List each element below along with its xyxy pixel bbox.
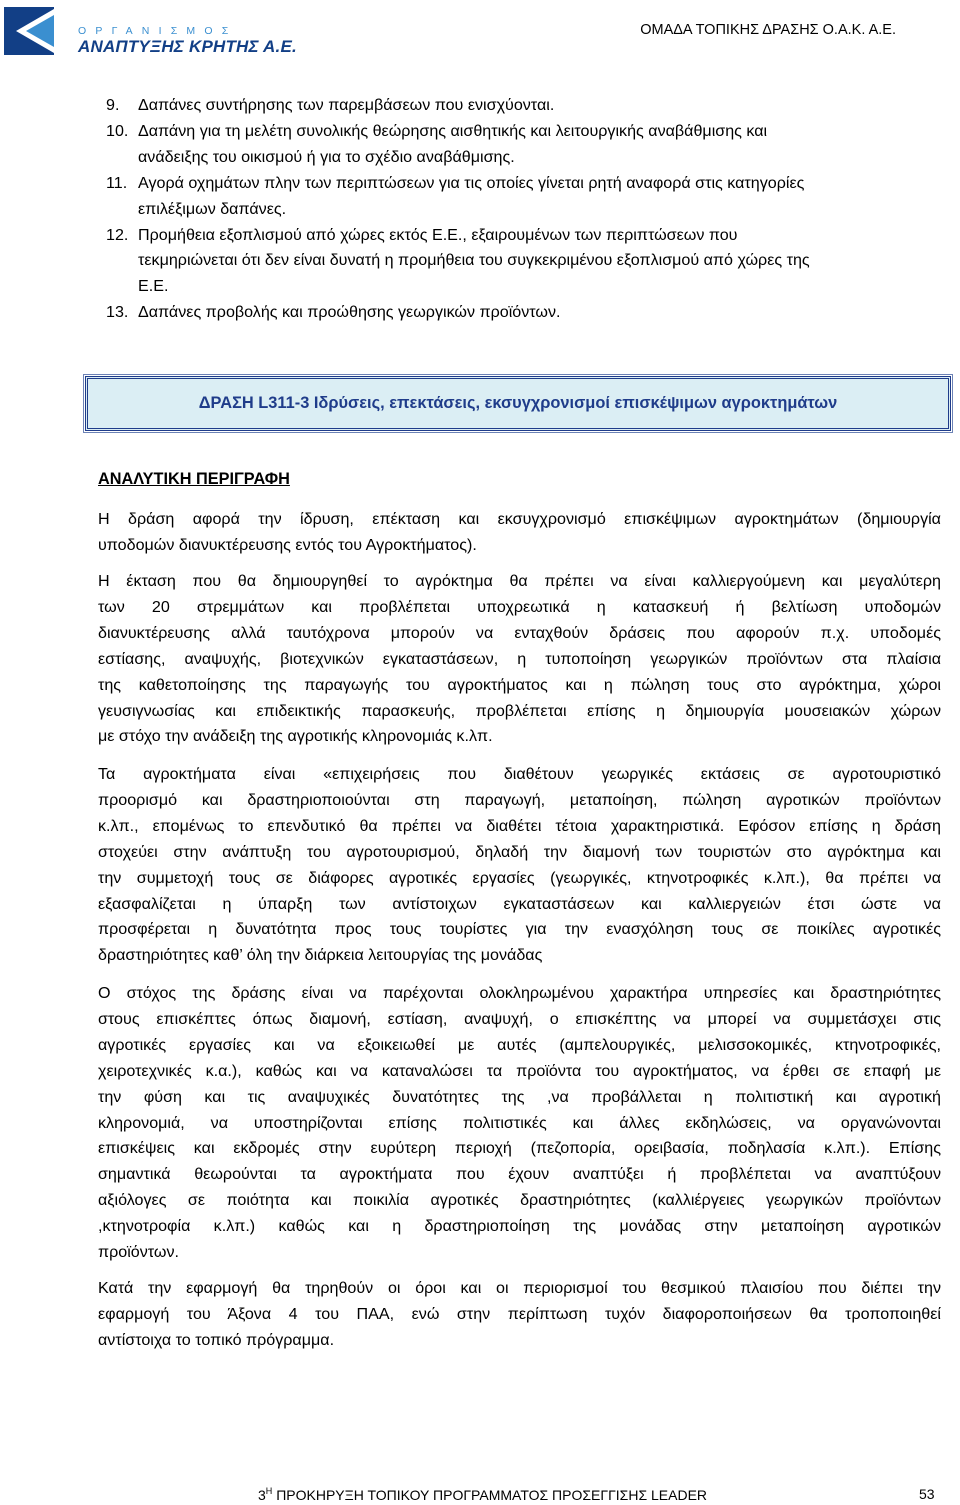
list-item-text-line: τεκμηριώνεται ότι δεν είναι δυνατή η προμήθεια του συγκεκριμένου εξοπλισμού από χώρες της xyxy=(138,251,810,270)
paragraph-line: Ο στόχος της δράσης είναι να παρέχονται ολοκληρωμένου χαρακτήρα υπηρεσίες και δραστηριότητες xyxy=(98,984,941,1002)
paragraph-line: σημαντικά θεωρούνται τα αγροκτήματα που έχουν αναπτύξει ή προβλέπεται να αναπτύξουν xyxy=(98,1165,941,1184)
paragraph-line: την φύση και τις αναψυχικές δυνατότητες της ,να προβάλλεται η πολιτιστική και αγροτική xyxy=(98,1087,941,1106)
paragraph-line: με στόχο την ανάδειξη της αγροτικής κληρονομιάς κ.λπ. xyxy=(98,727,493,746)
list-item-text-line: ανάδειξης του οικισμού ή για το σχέδιο αναβάθμισης. xyxy=(138,147,515,166)
list-item xyxy=(106,171,948,223)
org-name-line2: ΑΝΑΠΤΥΞΗΣ ΚΡΗΤΗΣ Α.Ε. xyxy=(78,37,297,56)
page-number: 53 xyxy=(919,1486,935,1502)
paragraph-line: στους επισκέπτες όπως διαμονή, εστίαση, αναψυχή, ο επισκέπτης να μπορεί να συμμετάσχει στις xyxy=(98,1009,941,1028)
paragraph-line: αγροτικές εργασίες και να εξοικειωθεί με αυτές (αμπελουργικές, μελισσοκομικές, κτηνοτροφικές, xyxy=(98,1035,941,1054)
paragraph-line: υποδομών διανυκτέρευσης εντός του Αγροκτήματος). xyxy=(98,535,477,554)
paragraph-line: διανυκτέρευσης αλλά ταυτόχρονα μπορούν να ενταχθούν δράσεις που αφορούν π.χ. υποδομές xyxy=(98,623,941,642)
paragraph xyxy=(98,569,941,750)
list-item xyxy=(106,119,948,171)
list-item-number: 12. xyxy=(106,225,129,244)
paragraph xyxy=(98,1276,941,1354)
list-item xyxy=(106,223,948,301)
paragraph-line: Τα αγροκτήματα είναι «επιχειρήσεις που διαθέτουν γεωργικές εκτάσεις σε αγροτουριστικό xyxy=(98,765,941,783)
paragraph-line: κ.λπ., επομένως το επενδυτικό θα πρέπει να διαθέτει τέτοια χαρακτηριστικά. Εφόσον επίσης η δράση xyxy=(98,816,941,835)
list-item-text-line: Δαπάνη για τη μελέτη συνολικής θεώρησης αισθητικής και λειτουργικής αναβάθμισης και xyxy=(138,121,768,140)
paragraph-line: στοχεύει στην ανάπτυξη του αγροτουρισμού, δηλαδή την διαμονή των τουριστών στο αγρόκτημα και xyxy=(98,842,941,861)
paragraph-line: γευσιγνωσίας και επιδεικτικής παρασκευής, προβλέπεται επίσης η δημιουργία μουσειακών χώρων xyxy=(98,701,941,720)
footer-prefix: 3 xyxy=(258,1487,266,1503)
paragraph-line: αντίστοιχα το τοπικό πρόγραμμα. xyxy=(98,1330,335,1349)
paragraph xyxy=(98,981,941,1266)
list-item-number: 9. xyxy=(106,96,120,114)
paragraph-line: Η δράση αφορά την ίδρυση, επέκταση και εκσυγχρονισμό επισκέψιμων αγροκτημάτων (δημιουργία xyxy=(98,510,941,528)
footer-title xyxy=(258,1486,707,1503)
list-item xyxy=(106,300,948,326)
paragraph-line: προϊόντων. xyxy=(98,1243,179,1262)
org-logo xyxy=(2,5,297,57)
paragraph-line: Η έκταση που θα δημιουργηθεί το αγρόκτημα θα πρέπει να είναι καλλιεργούμενη και μεγαλύτερη xyxy=(98,572,941,590)
paragraph-line: προορισμό και δραστηριοποιούνται στη παραγωγή, μεταποίηση, πώληση αγροτικών προϊόντων xyxy=(98,790,941,809)
paragraph-line: αξιόλογες σε ποιότητα και ποικιλία αγροτικές δραστηριότητες (καλλιέργειες γεωργικών προϊόντων xyxy=(98,1191,941,1210)
footer-text: ΠΡΟΚΗΡΥΞΗ ΤΟΠΙΚΟΥ ΠΡΟΓΡΑΜΜΑΤΟΣ ΠΡΟΣΕΓΓΙΣΗΣ LEADER xyxy=(276,1487,708,1503)
paragraph-line: κληρονομιά, να υποστηρίζονται επίσης πολιτιστικές και άλλες εκδηλώσεις, να οργανώνονται xyxy=(98,1113,941,1132)
list-item-number: 13. xyxy=(106,303,129,322)
list-item-number: 10. xyxy=(106,121,129,140)
list-item-text-line: Αγορά οχημάτων πλην των περιπτώσεων για τις οποίες γίνεται ρητή αναφορά στις κατηγορίες xyxy=(138,173,805,192)
paragraph-line: της καθετοποίησης της παραγωγής του αγροκτήματος και η πώληση τους στο αγρόκτημα, χώροι xyxy=(98,675,941,694)
header-group-name: ΟΜΑΔΑ ΤΟΠΙΚΗΣ ΔΡΑΣΗΣ Ο.Α.Κ. Α.Ε. xyxy=(640,22,896,38)
paragraph xyxy=(98,507,941,559)
section-heading: ΑΝΑΛΥΤΙΚΗ ΠΕΡΙΓΡΑΦΗ xyxy=(98,470,290,488)
list-item-text-line: Δαπάνες συντήρησης των παρεμβάσεων που ενισχύονται. xyxy=(138,96,555,114)
footer-superscript: Η xyxy=(265,1486,273,1496)
paragraph-line: εξασφαλίζεται η ύπαρξη των αντίστοιχων εγκαταστάσεων και καλλιεργειών έτσι ώστε να xyxy=(98,894,941,913)
logo-mark-icon xyxy=(2,5,74,57)
paragraph-line: προσφέρεται η δυνατότητα προς τους τουρίστες για την ενασχόληση τους σε ποικίλες αγροτικές xyxy=(98,920,941,939)
paragraph-line: δραστηριότητες καθ’ όλη την διάρκεια λειτουργίας της μονάδας xyxy=(98,946,543,965)
paragraph-line: εφαρμογή του Άξονα 4 του ΠΑΑ, ενώ στην περίπτωση τυχόν διαφοροποιήσεων θα τροποποιηθεί xyxy=(98,1304,941,1323)
paragraph-line: ,κτηνοτροφία κ.λπ.) καθώς και η δραστηριοποίηση της μονάδας στην μεταποίηση αγροτικών xyxy=(98,1217,941,1236)
action-title-box xyxy=(85,376,951,431)
paragraph-line: Κατά την εφαρμογή θα τηρηθούν οι όροι και οι περιορισμοί του θεσμικού πλαισίου που διέπει την xyxy=(98,1279,941,1297)
list-item xyxy=(106,93,948,119)
paragraph-line: εστίασης, αναψυχής, βιοτεχνικών εγκαταστάσεων, η τυποποίηση γεωργικών προϊόντων στα πλαίσια xyxy=(98,649,941,668)
org-name-line1: ΟΡΓΑΝΙΣΜΟΣ xyxy=(78,25,238,37)
paragraph-line: χειροτεχνικές κ.α.), καθώς και να καταναλώσει τα προϊόντα του αγροκτήματος, να έρθει σε επαφή με xyxy=(98,1061,941,1080)
paragraph-line: την συμμετοχή τους σε διάφορες αγροτικές εργασίες (γεωργικές, κτηνοτροφικές κ.λπ.), θα πρέπει να xyxy=(98,868,941,887)
paragraph-line: των 20 στρεμμάτων και προβλέπεται υποχρεωτικά η κατασκευή ή βελτίωση υποδομών xyxy=(98,597,941,616)
list-item-text-line: Προμήθεια εξοπλισμού από χώρες εκτός Ε.Ε., εξαιρουμένων των περιπτώσεων που xyxy=(138,225,738,244)
list-item-text-line: Ε.Ε. xyxy=(138,277,169,296)
list-item-text-line: Δαπάνες προβολής και προώθησης γεωργικών προϊόντων. xyxy=(138,303,561,322)
paragraph-line: επισκέψεις και εκδρομές στην ευρύτερη περιοχή (πεζοπορία, ορειβασία, ποδηλασία κ.λπ.). Επίσης xyxy=(98,1139,941,1158)
exclusion-list xyxy=(106,93,948,326)
list-item-text-line: επιλέξιμων δαπάνες. xyxy=(138,199,287,218)
paragraph xyxy=(98,762,941,969)
action-title: ΔΡΑΣΗ L311-3 Ιδρύσεις, επεκτάσεις, εκσυγχρονισμοί επισκέψιμων αγροκτημάτων xyxy=(198,394,838,412)
list-item-number: 11. xyxy=(106,173,128,192)
